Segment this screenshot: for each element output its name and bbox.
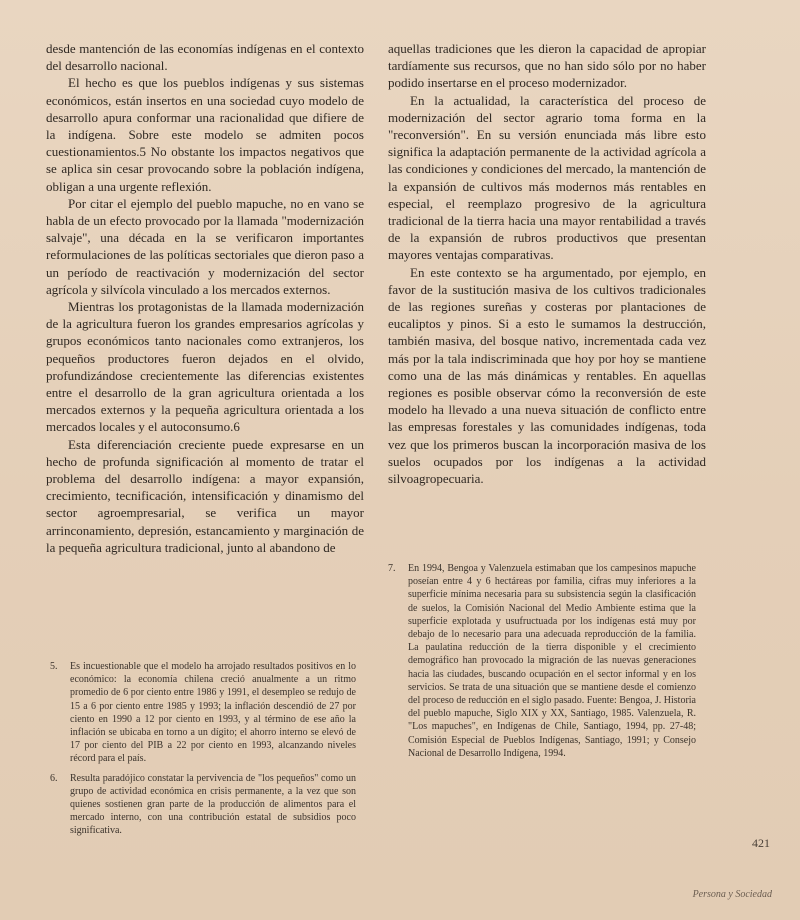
left-footnotes <box>50 660 356 844</box>
footnote-number: 7. <box>388 563 396 574</box>
body-paragraph: Mientras los protagonistas de la llamada modernización de la agricultura fueron los grandes empresarios agrícolas y grupos económicos tanto nacionales como extranjeros, los pequeños productores fueron dejados en el olvido, profundizándose crecientemente las diferencias existentes entre el desarrollo de la gran agricultura orientada a los mercados externos y la pequeña agricultura orientada a los mercados locales y el autoconsumo.6 <box>46 299 364 435</box>
left-text-column <box>46 40 364 556</box>
footnote-text: Es incuestionable que el modelo ha arrojado resultados positivos en lo económico: la economía chilena creció anualmente a un ritmo promedio de 6 por ciento entre 1986 y 1991, el desempleo se redujo de 15 a 6 por ciento entre 1985 y 1993; la inflación descendió de 27 por ciento en 1990 a 12 por ciento en 1993, y al término de ese año la inflación se ubicaba en torno a un dígito; el ahorro interno se elevó de 17 por ciento del PIB a 22 por ciento en 1993, alcanzando niveles récord para el país. <box>70 661 356 765</box>
body-paragraph: Esta diferenciación creciente puede expresarse en un hecho de profunda significación al momento de tratar el problema del desarrollo indígena: a mayor expansión, crecimiento, tecnificación, intensificación y dinamismo del sector agroempresarial, se verifica un mayor arrinconamiento, depresión, estancamiento y marginación de la pequeña agricultura tradicional, junto al abandono de <box>46 436 364 555</box>
footnote-number: 5. <box>50 661 58 672</box>
body-paragraph: En la actualidad, la característica del proceso de modernización del sector agrario toma forma en la "reconversión". En su versión enunciada más libre esto significa la adaptación permanente de la actividad agrícola a las condiciones y condiciones del mercado, la mantención de la expansión de cultivos más modernos más rentables en especial, el reemplazo progresivo de la agricultura tradicional de la tierra hacia una mayor rentabilidad a través de la expansión de rubros productivos que presentan mayores ventajas comparativas. <box>388 92 706 263</box>
footnote-text: En 1994, Bengoa y Valenzuela estimaban que los campesinos mapuche poseían entre 4 y 6 hectáreas por familia, cifras muy inferiores a la superficie mínima necesaria para su subsistencia según la clasificación de suelos, la Comisión Nacional del Medio Ambiente estima que la superficie explotada y usufructuada por los indígenas está muy por debajo de lo necesario para una adecuada reproducción de la familia. La paulatina reducción de la tierra disponible y el crecimiento demográfico han provocado la migración de las nuevas generaciones hacia las ciudades, buscando ocupación en el sector informal y en los servicios. Se trata de una situación que se mantiene desde el comienzo del proceso de reducción en el siglo pasado. Fuente: Bengoa, J. Historia del pueblo mapuche, Siglo XIX y XX, Santiago, 1985. Valenzuela, R. "Los mapuches", en Indígenas de Chile, Santiago, 1994, pp. 27-48; Comisión Especial de Pueblos Indígenas, Santiago, 1991; y Consejo Nacional de Desarrollo Indígena, 1994. <box>408 563 696 759</box>
body-paragraph: El hecho es que los pueblos indígenas y sus sistemas económicos, están insertos en una sociedad cuyo modelo de desarrollo apura conformar una racionalidad que difiere de la indígena. Sobre este modelo se admiten pocos cuestionamientos.5 No obstante los impactos negativos que se aplica sin cesar provocando sobre la población indígena, obligan a una urgente reflexión. <box>46 75 364 194</box>
footnote <box>50 660 356 766</box>
footnote-text: Resulta paradójico constatar la pervivencia de "los pequeños" como un grupo de actividad económica en crisis permanente, a la vez que son quienes sostienen gran parte de la producción de alimentos para el mercado interno, con una contribución estatal de subsidios poco significativa. <box>70 772 356 837</box>
footnote <box>50 772 356 838</box>
body-paragraph: En este contexto se ha argumentado, por ejemplo, en favor de la sustitución masiva de los cultivos tradicionales de las regiones sureñas y costeras por plantaciones de eucaliptos y pinos. Si a esto le sumamos la destrucción, también masiva, del bosque nativo, incrementada cada vez más por la tala indiscriminada que hoy por hoy se mantiene como una de las más dinámicas y rentables. En aquellas regiones es posible observar cómo la reconversión de este modelo ha llevado a una nueva situación de conflicto entre las empresas forestales y las comunidades indígenas, toda vez que los primeros buscan la incorporación masiva de los suelos ocupados por los indígenas a la actividad silvoagropecuaria. <box>388 264 706 487</box>
body-paragraph: Por citar el ejemplo del pueblo mapuche, no en vano se habla de un efecto provocado por la llamada "modernización salvaje", una década en la se verificaron importantes reformulaciones de las políticas sectoriales que dieron paso a un período de reactivación y modernización del sector agrícola y silvícola vinculado a los mercados externos. <box>46 195 364 297</box>
right-footnotes <box>388 562 696 766</box>
footnote-number: 6. <box>50 772 58 784</box>
body-paragraph: desde mantención de las economías indígenas en el contexto del desarrollo nacional. <box>46 41 364 74</box>
running-footer: Persona y Sociedad <box>692 889 772 900</box>
footnote <box>388 562 696 760</box>
right-text-column <box>388 40 706 487</box>
page-number: 421 <box>752 836 770 850</box>
body-paragraph: aquellas tradiciones que les dieron la capacidad de apropiar tardíamente sus recursos, que no han sido sólo por no haber podido insertarse en el proceso modernizador. <box>388 41 706 91</box>
